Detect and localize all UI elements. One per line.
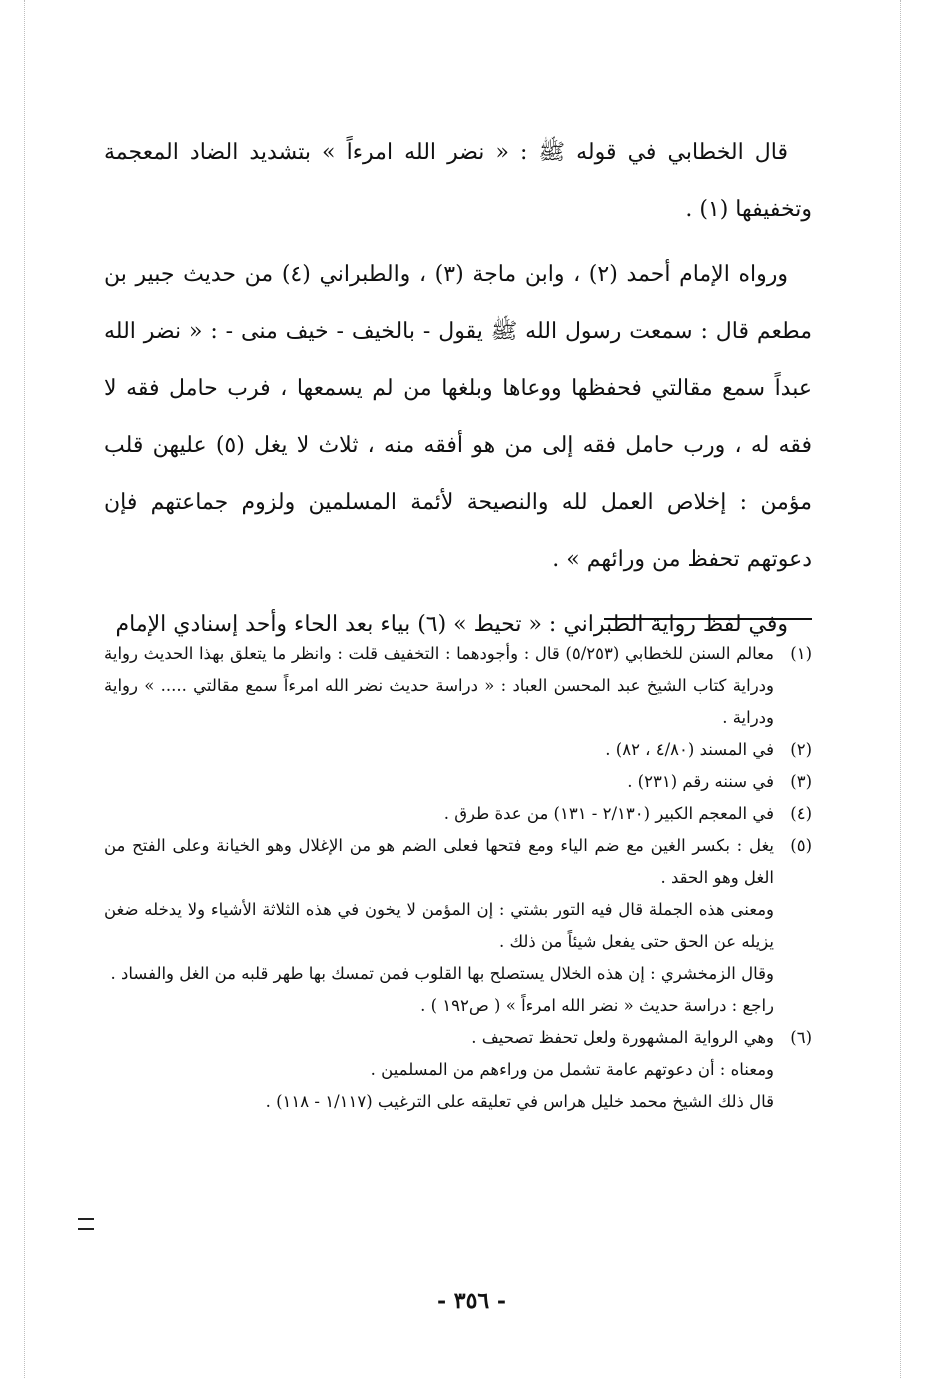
- footnote-6: [104, 1022, 812, 1054]
- footnote-2: [104, 734, 812, 766]
- footnote-number: (٦): [790, 1028, 812, 1047]
- main-body-text: [104, 124, 812, 653]
- footnote-text: معالم السنن للخطابي (٥/٢٥٣) قال : وأجودهما : التخفيف قلت : وانظر ما يتعلق بهذا الحديث رواية ودراية كتاب الشيخ عبد المحسن العباد : « دراسة حديث نضر الله امرءاً سمع مقالتي ..... » رواية ودراية .: [104, 644, 774, 727]
- paragraph-khattabi: قال الخطابي في قوله ﷺ : « نضر الله امرءاً » بتشديد الضاد المعجمة وتخفيفها (١) .: [104, 140, 812, 222]
- paragraph-hadith-narration: ورواه الإمام أحمد (٢) ، وابن ماجة (٣) ، والطبراني (٤) من حديث جبير بن مطعم قال : سمعت رسول الله ﷺ يقول - بالخيف - خيف منى - : « نضر الله عبداً سمع مقالتي فحفظها ووعاها وبلغها من لم يسمعها ، فرب حامل فقه لا فقه له ، ورب حامل فقه إلى من هو أفقه منه ، ثلاث لا يغل (٥) عليهن قلب مؤمن : إخلاص العمل لله والنصيحة لأئمة المسلمين ولزوم جماعتهم فإن دعوتهم تحفظ من ورائهم » .: [104, 262, 812, 572]
- footnote-text: وهي الرواية المشهورة ولعل تحفظ تصحيف .: [471, 1028, 774, 1047]
- footnote-text: يغل : بكسر الغين مع ضم الياء ومع فتحها فعلى الضم هو من الإغلال وهو الخيانة وعلى الفتح من الغل وهو الحقد .: [104, 836, 774, 887]
- footnote-5-continuation: وقال الزمخشري : إن هذه الخلال يستصلح بها القلوب فمن تمسك بها طهر قلبه من الغل والفساد .: [110, 964, 774, 983]
- footnote-text: في المعجم الكبير (٢/١٣٠ - ١٣١) من عدة طرق .: [443, 804, 774, 823]
- scan-edge-left: [24, 0, 25, 1378]
- footnote-6-continuation: ومعناه : أن دعوتهم عامة تشمل من وراءهم من المسلمين .: [370, 1060, 774, 1079]
- footnote-4: [104, 798, 812, 830]
- footnote-5-continuation: ومعنى هذه الجملة قال فيه التور بشتي : إن المؤمن لا يخون في هذه الثلاثة الأشياء ولا يدخله ضغن يزيله عن الحق حتى يفعل شيئاً من ذلك .: [104, 900, 774, 951]
- footnote-separator: [604, 618, 812, 620]
- footnote-text: في المسند (٤/٨٠ ، ٨٢) .: [605, 740, 774, 759]
- footnotes: [104, 638, 812, 1118]
- footnote-6-continuation: قال ذلك الشيخ محمد خليل هراس في تعليقه على الترغيب (١/١١٧ - ١١٨) .: [265, 1092, 774, 1111]
- footnote-number: (٣): [790, 772, 812, 791]
- footnote-number: (٢): [790, 740, 812, 759]
- paragraph-tabarani-wording: وفي لفظ رواية الطبراني : « تحيط » (٦) بياء بعد الحاء وأحد إسنادي الإمام: [115, 612, 788, 637]
- footnote-number: (١): [790, 644, 812, 663]
- footnote-5-continuation: راجع : دراسة حديث « نضر الله امرءاً » ( ص١٩٢ ) .: [420, 996, 774, 1015]
- footnote-number: (٥): [790, 836, 812, 855]
- scan-edge-right: [900, 0, 901, 1378]
- page-number: - ٣٥٦ -: [436, 1288, 507, 1314]
- footnote-text: في سننه رقم (٢٣١) .: [627, 772, 774, 791]
- margin-mark: [78, 1218, 94, 1230]
- footnote-5: [104, 830, 812, 894]
- footnote-3: [104, 766, 812, 798]
- footnote-1: [104, 638, 812, 734]
- footnote-number: (٤): [790, 804, 812, 823]
